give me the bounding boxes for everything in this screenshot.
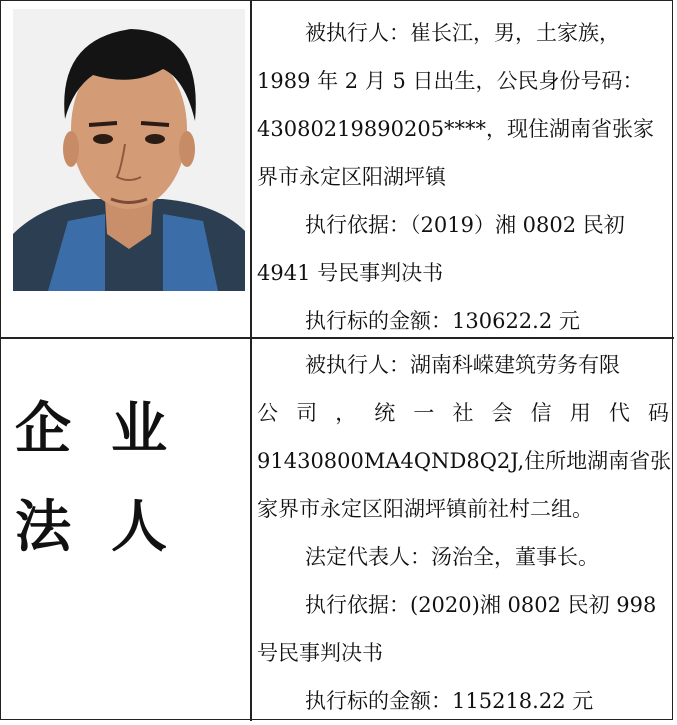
person-details bbox=[257, 9, 669, 345]
enterprise-name-line: 被执行人：湖南科嵘建筑劳务有限 bbox=[305, 353, 620, 377]
person-name-line: 被执行人：崔长江，男，土家族， bbox=[305, 21, 620, 45]
enterprise-rep-line: 法定代表人：汤治全，董事长。 bbox=[305, 545, 599, 569]
person-row bbox=[1, 1, 674, 337]
person-id-line: 43080219890205****，现住湖南省张家 bbox=[257, 117, 655, 141]
enterprise-amount-line: 执行标的金额：115218.22 元 bbox=[305, 689, 594, 713]
enterprise-char: 公 bbox=[257, 401, 278, 425]
enterprise-label-line-1: 企业 bbox=[15, 396, 207, 462]
enterprise-company-line bbox=[257, 389, 669, 437]
enterprise-label-line-2: 法人 bbox=[15, 494, 207, 560]
person-address-line: 界市永定区阳湖坪镇 bbox=[257, 165, 446, 189]
photo-cell bbox=[1, 1, 250, 337]
enterprise-details bbox=[257, 341, 672, 725]
person-photo-image bbox=[13, 9, 245, 291]
enterprise-char: 信 bbox=[530, 401, 552, 425]
person-photo bbox=[13, 9, 245, 291]
enterprise-char: 码 bbox=[647, 401, 669, 425]
enterprise-char: 司 bbox=[296, 401, 318, 425]
person-basis-line: 执行依据：（2019）湘 0802 民初 bbox=[305, 213, 625, 237]
person-basis-line-2: 4941 号民事判决书 bbox=[257, 261, 444, 285]
enterprise-char: 代 bbox=[608, 401, 630, 425]
enterprise-code-line: 91430800MA4QND8Q2J,住所地湖南省张 bbox=[257, 449, 672, 473]
enterprise-basis-line: 执行依据：(2020)湘 0802 民初 998 bbox=[305, 593, 657, 617]
enterprise-char: 会 bbox=[491, 401, 513, 425]
enterprise-address-line: 家界市永定区阳湖坪镇前社村二组。 bbox=[257, 497, 593, 521]
enterprise-row bbox=[1, 339, 674, 721]
person-amount-line: 执行标的金额：130622.2 元 bbox=[305, 309, 580, 333]
enterprise-label-cell bbox=[1, 339, 250, 721]
enterprise-char: 用 bbox=[569, 401, 591, 425]
enterprise-char: 一 bbox=[413, 401, 435, 425]
enterprise-char: 社 bbox=[452, 401, 474, 425]
enterprise-char: ， bbox=[335, 401, 357, 425]
enterprise-char: 统 bbox=[374, 401, 396, 425]
enterprise-basis-line-2: 号民事判决书 bbox=[257, 641, 383, 665]
person-birth-line: 1989 年 2 月 5 日出生，公民身份号码： bbox=[257, 69, 644, 93]
